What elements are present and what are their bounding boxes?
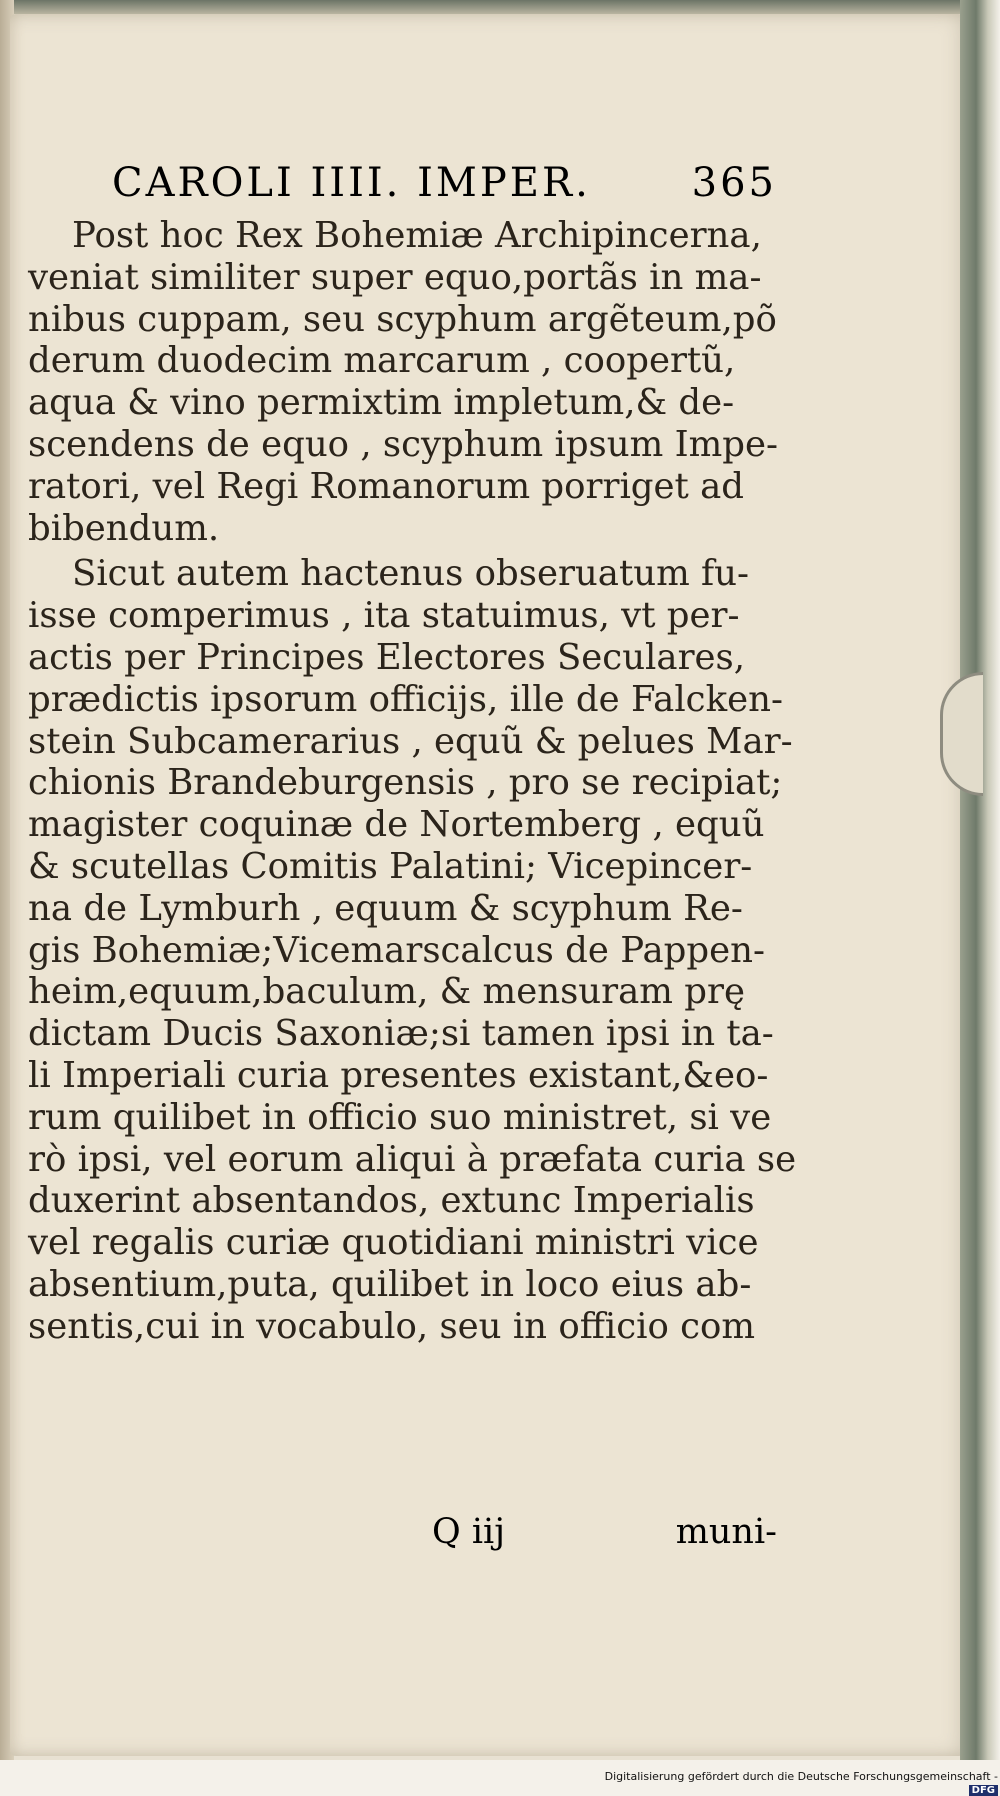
page-footer	[432, 1512, 777, 1560]
text-line: nibus cuppam, seu scyphum argẽteum,põ	[28, 298, 777, 340]
text-line: bibendum.	[28, 507, 220, 549]
text-line: heim,equum,baculum, & mensuram prę	[28, 971, 745, 1013]
running-title: CAROLI IIII. IMPER.	[112, 160, 591, 206]
running-header	[112, 160, 777, 212]
text-line: absentium,puta, quilibet in loco eius ab-	[28, 1264, 752, 1305]
text-line: veniat similiter super equo,portãs in ma-	[28, 256, 762, 298]
text-line: isse comperimus , ita statuimus, vt per-	[28, 595, 740, 637]
text-line: derum duodecim marcarum , coopertũ,	[28, 340, 736, 382]
text-line: li Imperiali curia presentes existant,&eo-	[28, 1055, 769, 1096]
page-right-edge	[960, 0, 1000, 1760]
page-number: 365	[691, 160, 777, 206]
text-line: vel regalis curiæ quotidiani ministri vice	[28, 1222, 759, 1264]
text-line: gis Bohemiæ;Vicemarscalcus de Pappen-	[28, 929, 765, 971]
page-top-edge	[10, 0, 970, 14]
text-line: Sicut autem hactenus obseruatum fu-	[72, 553, 750, 595]
text-line: sentis,cui in vocabulo, seu in officio com	[28, 1305, 756, 1347]
text-line: & scutellas Comitis Palatini; Vicepincer-	[28, 846, 753, 887]
signature-mark: Q iij	[432, 1512, 506, 1552]
text-line: stein Subcamerarius , equũ & pelues Mar-	[28, 720, 793, 762]
text-line: ratori, vel Regi Romanorum porriget ad	[28, 465, 744, 507]
credit-text: Digitalisierung gefördert durch die Deutsche Forschungsgemeinschaft -	[604, 1770, 998, 1783]
text-line: prædictis ipsorum officijs, ille de Falcken-	[28, 678, 783, 720]
text-line: actis per Principes Electores Seculares,	[28, 637, 746, 678]
text-line: duxerint absentandos, extunc Imperialis	[28, 1180, 755, 1222]
dfg-logo: DFG	[969, 1785, 998, 1796]
text-line: chionis Brandeburgensis , pro se recipiat;	[28, 762, 783, 804]
text-line: rum quilibet in officio suo ministret, si ve	[28, 1096, 772, 1138]
text-line: scendens de equo , scyphum ipsum Impe-	[28, 424, 778, 465]
digitization-credit	[600, 1770, 998, 1796]
text-line: Post hoc Rex Bohemiæ Archipincerna,	[72, 215, 762, 256]
text-line: aqua & vino permixtim impletum,& de-	[28, 382, 735, 424]
catchword: muni-	[675, 1512, 777, 1552]
text-line: rò ipsi, vel eorum aliqui à præfata curia se	[28, 1138, 797, 1180]
text-line: dictam Ducis Saxoniæ;si tamen ipsi in ta-	[28, 1013, 774, 1055]
text-line: na de Lymburh , equum & scyphum Re-	[28, 887, 743, 929]
text-line: magister coquinæ de Nortemberg , equũ	[28, 804, 765, 846]
